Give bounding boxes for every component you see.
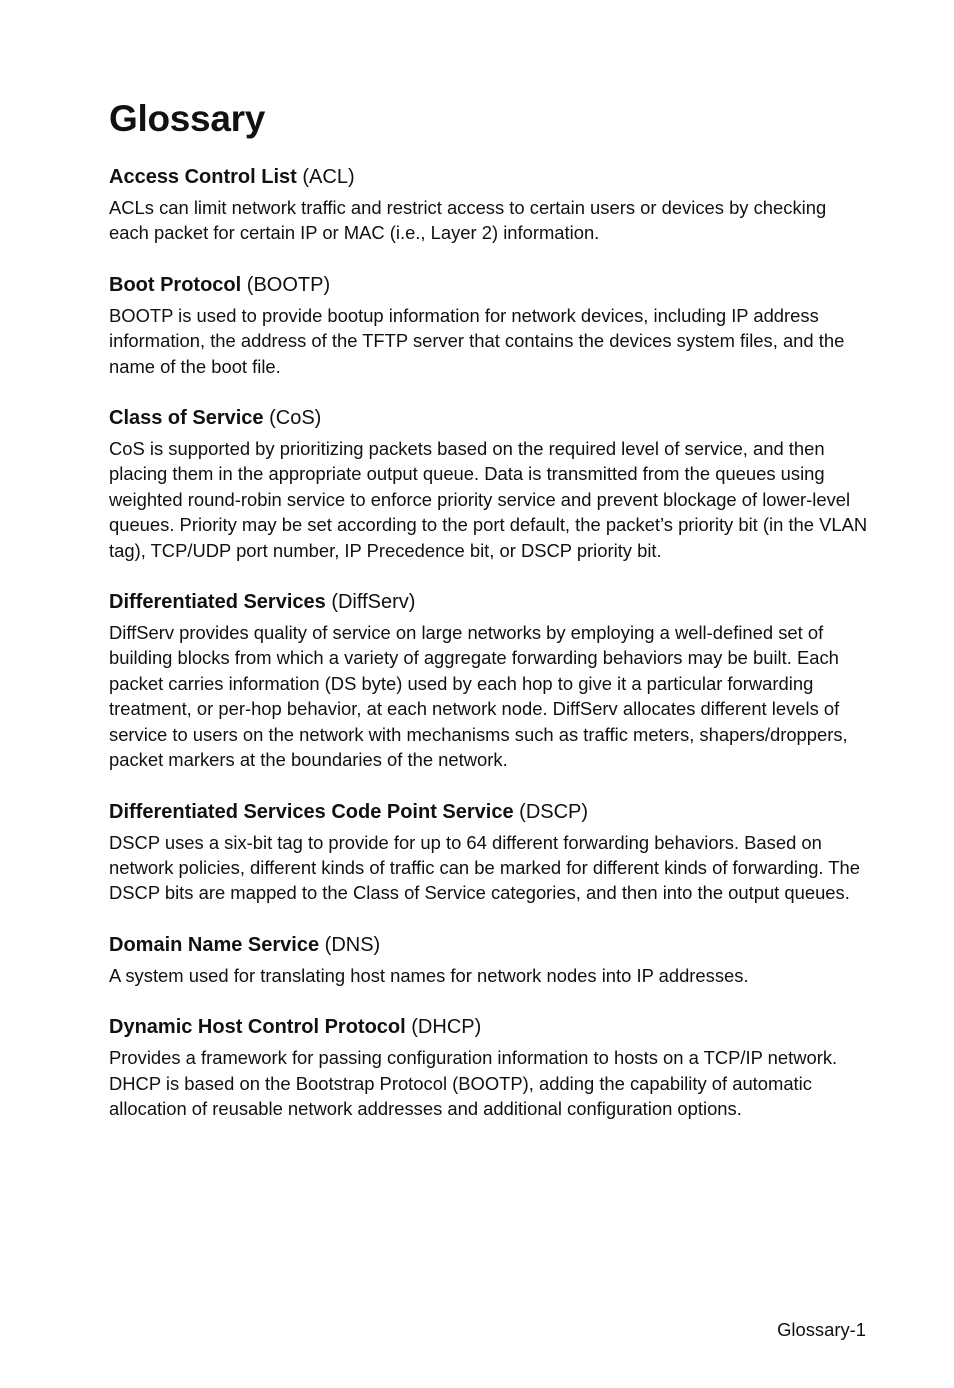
entry-definition: ACLs can limit network traffic and restrict access to certain users or devices by checking each packet for certain IP or MAC (i.e., Layer 2) information.	[109, 197, 827, 244]
entry-term: Dynamic Host Control Protocol	[109, 1016, 406, 1039]
entry-definition: Provides a framework for passing configuration information to hosts on a TCP/IP network. DHCP is based on the Bootstrap Protocol (BOOTP), adding the capability of automatic allocation of reusable network addresses and additional configuration options.	[109, 1047, 838, 1119]
glossary-entry-acl	[109, 163, 869, 246]
entry-heading	[109, 163, 869, 191]
entry-definition: DiffServ provides quality of service on large networks by employing a well-defined set of building blocks from which a variety of aggregate forwarding behaviors may be built. Each packet carries information (DS byte) used by each hop to give it a particular forwarding treatment, or per-hop behavior, at each network node. DiffServ allocates different levels of service to users on the network with mechanisms such as traffic meters, shapers/droppers, packet markers at the boundaries of the network.	[109, 622, 848, 771]
entry-definition: A system used for translating host names for network nodes into IP addresses.	[109, 964, 749, 986]
entry-abbreviation: (DSCP)	[519, 800, 589, 823]
page-number: Glossary-1	[777, 1319, 866, 1340]
glossary-entry-dhcp	[109, 1013, 869, 1121]
entry-abbreviation: (DiffServ)	[331, 591, 416, 614]
entry-heading	[109, 1013, 869, 1041]
entry-heading	[109, 404, 869, 432]
entry-term: Differentiated Services	[109, 591, 326, 614]
entry-abbreviation: (BOOTP)	[246, 273, 331, 296]
entry-heading	[109, 931, 869, 959]
entry-abbreviation: (DNS)	[324, 933, 381, 956]
entry-definition: DSCP uses a six-bit tag to provide for up to 64 different forwarding behaviors. Based on network policies, different kinds of traffic can be marked for different kinds of forwarding. The DSCP bits are mapped to the Class of Service categories, and then into the output queues.	[109, 831, 860, 904]
entry-term: Class of Service	[109, 407, 264, 430]
entry-abbreviation: (CoS)	[269, 407, 322, 430]
glossary-entry-dns	[109, 931, 869, 988]
entry-definition: CoS is supported by prioritizing packets based on the required level of service, and then placing them in the appropriate output queue. Data is transmitted from the queues using weighted round-robin service to enforce priority service and prevent blockage of lower-level queues. Priority may be set according to the port default, the packet’s priority bit (in the VLAN tag), TCP/UDP port number, IP Precedence bit, or DSCP priority bit.	[109, 438, 868, 561]
entry-heading	[109, 798, 869, 826]
entry-heading	[109, 271, 869, 299]
entry-definition: BOOTP is used to provide bootup information for network devices, including IP address information, the address of the TFTP server that contains the devices system files, and the name of the boot file.	[109, 304, 845, 377]
entry-term: Boot Protocol	[109, 273, 242, 296]
entry-term: Domain Name Service	[109, 933, 320, 956]
entry-term: Differentiated Services Code Point Service	[109, 800, 514, 823]
glossary-entry-diffserv	[109, 588, 869, 772]
glossary-entry-bootp	[109, 271, 869, 379]
entry-abbreviation: (ACL)	[302, 166, 355, 188]
entry-abbreviation: (DHCP)	[411, 1016, 482, 1039]
glossary-entries	[109, 163, 869, 1146]
glossary-entry-cos	[109, 404, 869, 563]
page-title: Glossary	[109, 98, 265, 139]
glossary-entry-dscp	[109, 798, 869, 906]
entry-term: Access Control List	[109, 166, 297, 188]
entry-heading	[109, 588, 869, 616]
